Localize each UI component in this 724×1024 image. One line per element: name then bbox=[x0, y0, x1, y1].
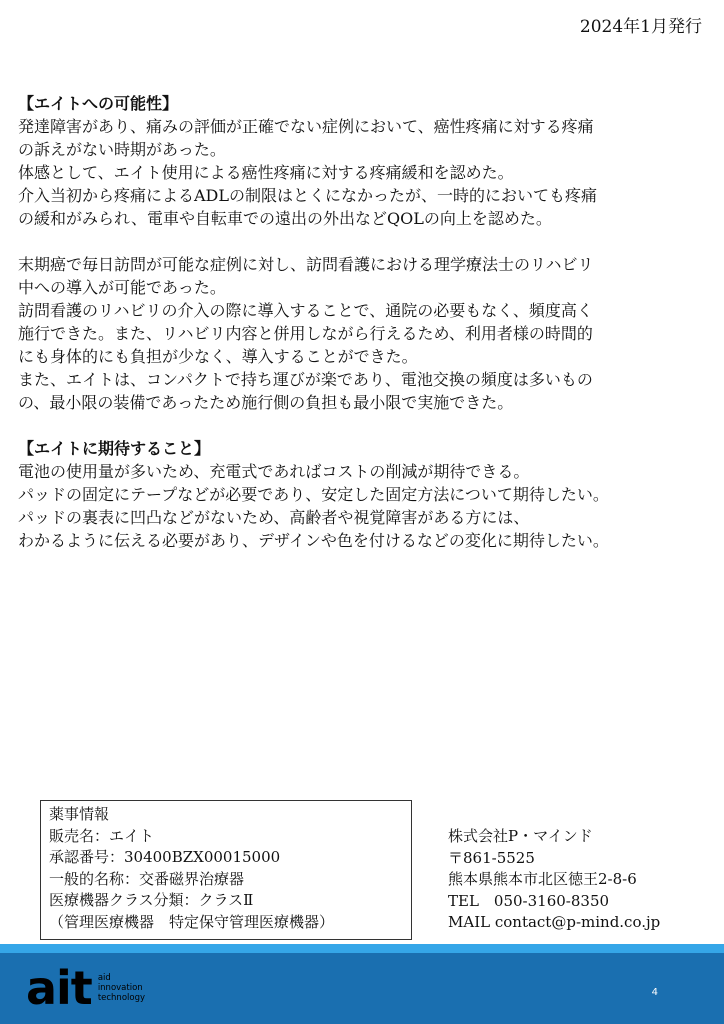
company-info bbox=[448, 826, 660, 934]
body-line: 介入当初から疼痛によるADLの制限はとくになかったが、一時的においても疼痛 bbox=[18, 186, 598, 205]
company-mail: MAIL contact@p-mind.co.jp bbox=[448, 913, 661, 931]
approval-number: 承認番号：30400BZX00015000 bbox=[49, 848, 281, 866]
regulatory-info-box bbox=[40, 800, 412, 940]
device-class: 医療機器クラス分類：クラスⅡ bbox=[49, 891, 254, 909]
main-content bbox=[18, 92, 714, 552]
device-category: （管理医療機器 特定保守管理医療機器） bbox=[49, 912, 335, 931]
body-line: 電池の使用量が多いため、充電式であればコストの削減が期待できる。 bbox=[18, 462, 530, 481]
body-line: また、エイトは、コンパクトで持ち運びが楽であり、電池交換の頻度は多いもの bbox=[18, 370, 593, 389]
ait-logo bbox=[26, 963, 145, 1013]
paragraph-spacer bbox=[18, 414, 714, 437]
paragraph-spacer bbox=[18, 230, 714, 253]
body-line: パッドの固定にテープなどが必要であり、安定した固定方法について期待したい。 bbox=[18, 485, 609, 504]
company-name: 株式会社P・マインド bbox=[448, 827, 593, 845]
company-tel: TEL 050-3160-8350 bbox=[448, 891, 610, 910]
logo-line: aid bbox=[97, 973, 111, 983]
body-line: の緩和がみられ、電車や自転車での遠出の外出などQOLの向上を認めた。 bbox=[18, 209, 552, 228]
body-line: パッドの裏表に凹凸などがないため、高齢者や視覚障害がある方には、 bbox=[18, 508, 530, 527]
body-line: の訴えがない時期があった。 bbox=[18, 140, 226, 159]
body-line: 中への導入が可能であった。 bbox=[18, 278, 226, 297]
logo-line: technology bbox=[97, 993, 146, 1003]
ait-logo-mark: ait bbox=[26, 961, 92, 1015]
company-address: 熊本県熊本市北区徳王2-8-6 bbox=[448, 870, 637, 888]
body-line: 末期癌で毎日訪問が可能な症例に対し、訪問看護における理学療法士のリハビリ bbox=[18, 255, 594, 274]
page-number: 4 bbox=[651, 987, 658, 998]
section-heading-expectations: 【エイトに期待すること】 bbox=[18, 439, 211, 458]
section-heading-possibilities: 【エイトへの可能性】 bbox=[18, 94, 179, 113]
body-line: 体感として、エイト使用による癌性疼痛に対する疼痛緩和を認めた。 bbox=[18, 163, 514, 182]
body-line: の、最小限の装備であったため施行側の負担も最小限で実施できた。 bbox=[18, 393, 514, 412]
generic-name: 一般的名称：交番磁界治療器 bbox=[49, 869, 245, 888]
ait-logo-text bbox=[98, 973, 145, 1003]
footer-bar bbox=[0, 953, 724, 1024]
regulatory-title: 薬事情報 bbox=[49, 805, 110, 823]
body-line: わかるように伝える必要があり、デザインや色を付けるなどの変化に期待したい。 bbox=[18, 531, 609, 550]
body-line: 訪問看護のリハビリの介入の際に導入することで、通院の必要もなく、頻度高く bbox=[18, 301, 593, 320]
body-line: 発達障害があり、痛みの評価が正確でない症例において、癌性疼痛に対する疼痛 bbox=[18, 117, 594, 136]
footer-accent-line bbox=[0, 944, 724, 953]
body-line: 施行できた。また、リハビリ内容と併用しながら行えるため、利用者様の時間的 bbox=[18, 324, 593, 343]
issue-date: 2024年1月発行 bbox=[579, 17, 702, 37]
logo-line: innovation bbox=[97, 983, 143, 993]
company-postal: 〒861-5525 bbox=[448, 848, 535, 867]
body-line: にも身体的にも負担が少なく、導入することができた。 bbox=[18, 347, 418, 366]
product-name: 販売名：エイト bbox=[49, 826, 155, 845]
